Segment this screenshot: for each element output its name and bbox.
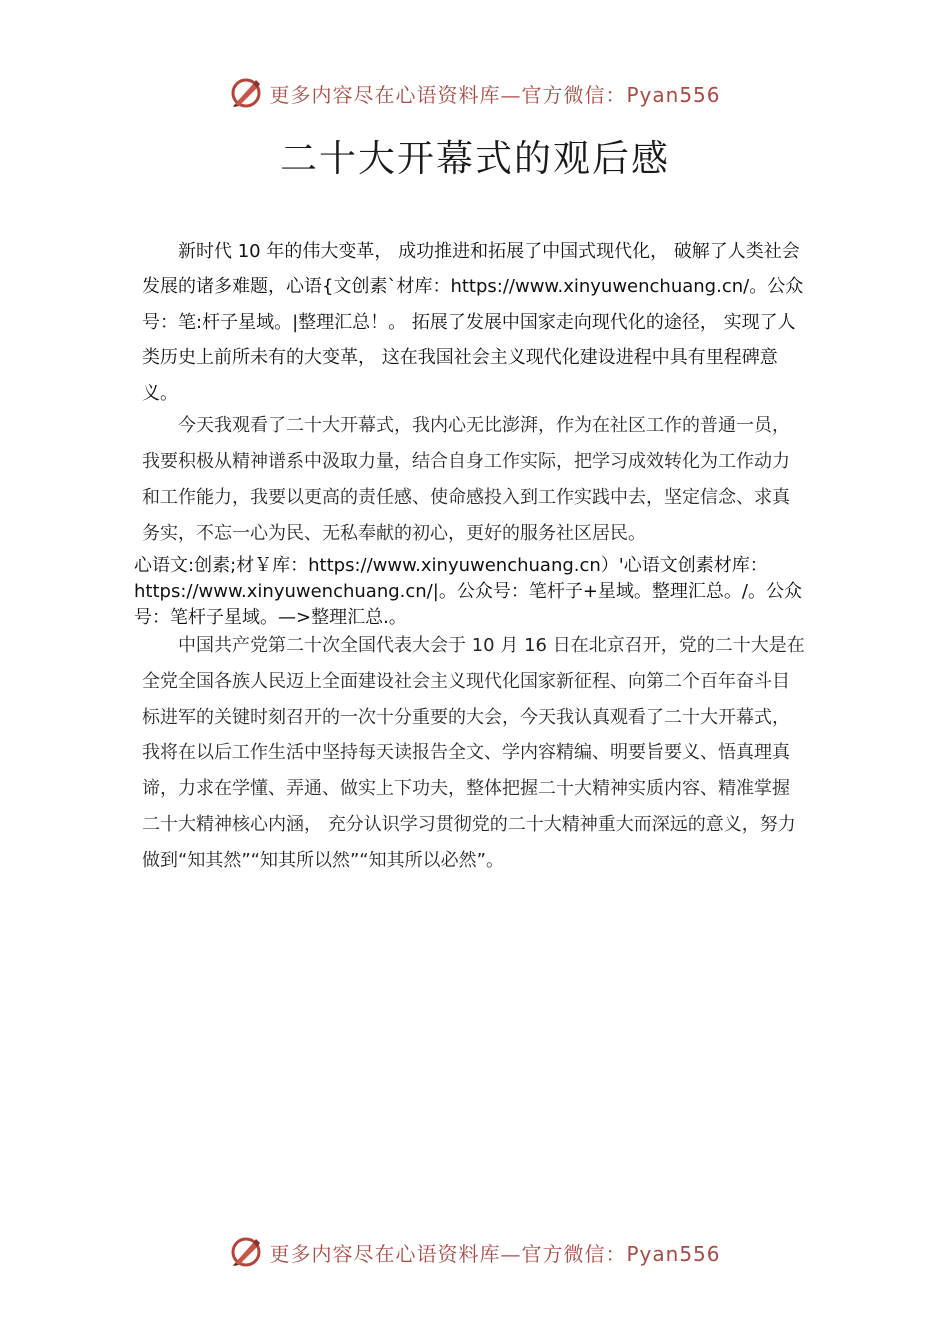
banner-text: 更多内容尽在心语资料库—官方微信：Pyan556	[269, 82, 721, 107]
paragraph-4: 中国共产党第二十次全国代表大会于 10 月 16 日在北京召开，党的二十大是在全党全国各族人民迈上全面建设社会主义现代化国家新征程、向第二个百年奋斗目标进军的关键时刻召开的一次十分重要的大会，今天我认真观看了二十大开幕式，我将在以后工作生活中坚持每天读报告全文、学内容精编、明要旨要义、悟真理真谛，力求在学懂、弄通、做实上下功夫，整体把握二十大精神实质内容、精准掌握二十大精神核心内涵， 充分认识学习贯彻党的二十大精神重大而深远的意义，努力做到“知其然”“知其所以然”“知其所以必然”。	[142, 635, 805, 871]
pen-logo-icon	[229, 1235, 263, 1269]
footer-banner	[0, 1232, 950, 1272]
paragraph-2: 今天我观看了二十大开幕式，我内心无比澎湃，作为在社区工作的普通一员，我要积极从精神谱系中汲取力量，结合自身工作实际，把学习成效转化为工作动力和工作能力，我要以更高的责任感、使命感投入到工作实践中去，坚定信念、求真务实，不忘一心为民、无私奉献的初心，更好的服务社区居民。	[142, 415, 790, 544]
header-banner	[0, 73, 950, 113]
page-title: 二十大开幕式的观后感	[280, 137, 670, 180]
paragraph-1: 新时代 10 年的伟大变革， 成功推进和拓展了中国式现代化， 破解了人类社会发展的诸多难题，心语{文创素`材库：https://www.xinyuwenchuang.cn/。公众号：笔:杆子星域。|整理汇总！。 拓展了发展中国家走向现代化的途径， 实现了人类历史上前所未有的大变革， 这在我国社会主义现代化建设进程中具有里程碑意义。	[142, 241, 804, 404]
pen-logo-icon	[229, 76, 263, 110]
banner-text: 更多内容尽在心语资料库—官方微信：Pyan556	[269, 1241, 721, 1266]
paragraph-3: 心语文:创素;材￥库：https://www.xinyuwenchuang.cn）'心语文创素材库：https://www.xinyuwenchuang.cn/|。公众号：笔杆子+星域。整理汇总。/。公众号：笔杆子星域。—>整理汇总.。	[134, 555, 802, 628]
